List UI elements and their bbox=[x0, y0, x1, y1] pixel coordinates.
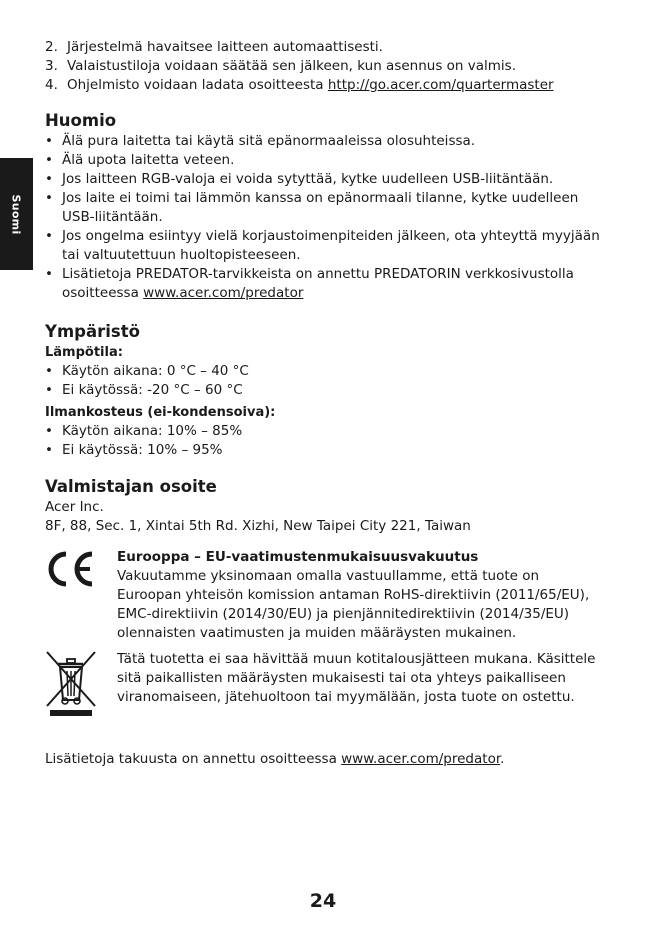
language-tab-label: Suomi bbox=[10, 193, 24, 235]
page-content bbox=[45, 38, 605, 769]
environment-heading: Ympäristö bbox=[45, 322, 140, 341]
list-item bbox=[45, 362, 605, 381]
weee-block bbox=[45, 650, 605, 724]
step-item bbox=[45, 76, 605, 95]
list-item-text: Älä pura laitetta tai käytä sitä epänormaaleissa olosuhteissa. bbox=[62, 133, 476, 149]
humidity-label: Ilmankosteus (ei-kondensoiva): bbox=[45, 405, 276, 420]
warranty-end: . bbox=[500, 751, 505, 767]
list-item-text: Jos laite ei toimi tai lämmön kanssa on epänormaali tilanne, kytke uudelleen USB-liitäntään. bbox=[62, 190, 579, 225]
humidity-list bbox=[45, 422, 605, 460]
list-item bbox=[45, 441, 605, 460]
list-item-text: Jos ongelma esiintyy vielä korjaustoimenpiteiden jälkeen, ota yhteyttä myyjään tai valtuutettuun huoltopisteeseen. bbox=[62, 228, 600, 263]
bullet-icon: • bbox=[45, 363, 53, 379]
list-item-text: Ei käytössä: 10% – 95% bbox=[62, 442, 223, 458]
list-item bbox=[45, 227, 605, 265]
weee-icon-column bbox=[45, 650, 117, 724]
bullet-icon: • bbox=[45, 133, 53, 149]
list-item bbox=[45, 381, 605, 400]
list-item-text: Jos laitteen RGB-valoja ei voida sytyttää, kytke uudelleen USB-liitäntään. bbox=[62, 171, 554, 187]
step-text: Valaistustiloja voidaan säätää sen jälkeen, kun asennus on valmis. bbox=[67, 58, 516, 74]
step-number: 3. bbox=[45, 58, 58, 74]
step-number: 2. bbox=[45, 39, 58, 55]
list-item bbox=[45, 151, 605, 170]
list-item bbox=[45, 170, 605, 189]
list-item bbox=[45, 132, 605, 151]
temperature-label: Lämpötila: bbox=[45, 345, 123, 360]
warranty-text: Lisätietoja takuusta on annettu osoitteessa bbox=[45, 751, 342, 767]
ce-body: Vakuutamme yksinomaan omalla vastuullamme, että tuote on Euroopan yhteisön komission antaman RoHS-direktiivin (2011/65/EU), EMC-direktiivin (2014/30/EU) ja pienjännitedirektiivin (2014/35/EU) olennaisten vaatimusten ja muiden määräysten mukainen. bbox=[117, 568, 590, 641]
page-number: 24 bbox=[309, 890, 337, 912]
bullet-icon: • bbox=[45, 152, 53, 168]
list-item-text: Ei käytössä: -20 °C – 60 °C bbox=[62, 382, 243, 398]
list-item-text: Käytön aikana: 0 °C – 40 °C bbox=[62, 363, 249, 379]
list-item-text: Lisätietoja PREDATOR-tarvikkeista on annettu PREDATORIN verkkosivustolla osoitteessa bbox=[62, 266, 574, 301]
bullet-icon: • bbox=[45, 190, 53, 206]
list-item-text: Älä upota laitetta veteen. bbox=[62, 152, 235, 168]
step-item bbox=[45, 57, 605, 76]
predator-link[interactable]: www.acer.com/predator bbox=[143, 285, 304, 301]
manufacturer-heading: Valmistajan osoite bbox=[45, 477, 217, 496]
quartermaster-link[interactable]: http://go.acer.com/quartermaster bbox=[327, 77, 554, 93]
manufacturer-address: 8F, 88, Sec. 1, Xintai 5th Rd. Xizhi, New Taipei City 221, Taiwan bbox=[45, 518, 471, 534]
bullet-icon: • bbox=[45, 171, 53, 187]
manufacturer-name: Acer Inc. bbox=[45, 499, 104, 515]
step-text: Järjestelmä havaitsee laitteen automaattisesti. bbox=[67, 39, 383, 55]
step-item bbox=[45, 38, 605, 57]
bullet-icon: • bbox=[45, 442, 53, 458]
language-side-tab bbox=[0, 158, 33, 270]
step-text: Ohjelmisto voidaan ladata osoitteesta bbox=[67, 77, 328, 93]
list-item-text: Käytön aikana: 10% – 85% bbox=[62, 423, 243, 439]
weee-body: Tätä tuotetta ei saa hävittää muun kotitalousjätteen mukana. Käsittele sitä paikallisten määräysten mukaisesti tai ota yhteys paikalliseen viranomaiseen, jätehuoltoon tai myymälään, josta tuote on ostettu. bbox=[117, 651, 596, 705]
step-number: 4. bbox=[45, 77, 58, 93]
ce-heading: Eurooppa – EU-vaatimustenmukaisuusvakuutus bbox=[117, 549, 479, 565]
setup-steps-list bbox=[45, 38, 605, 95]
crossed-out-bin-icon bbox=[45, 650, 97, 718]
ce-icon-column bbox=[45, 548, 117, 643]
ce-mark-icon bbox=[45, 550, 95, 588]
huomio-heading: Huomio bbox=[45, 111, 117, 130]
list-item bbox=[45, 265, 605, 303]
temperature-list bbox=[45, 362, 605, 400]
bullet-icon: • bbox=[45, 266, 53, 282]
ce-declaration-block bbox=[45, 548, 605, 643]
list-item bbox=[45, 422, 605, 441]
warranty-line bbox=[45, 750, 605, 769]
bullet-icon: • bbox=[45, 423, 53, 439]
list-item bbox=[45, 189, 605, 227]
huomio-list bbox=[45, 132, 605, 303]
warranty-link[interactable]: www.acer.com/predator bbox=[341, 751, 501, 767]
bullet-icon: • bbox=[45, 228, 53, 244]
bullet-icon: • bbox=[45, 382, 53, 398]
